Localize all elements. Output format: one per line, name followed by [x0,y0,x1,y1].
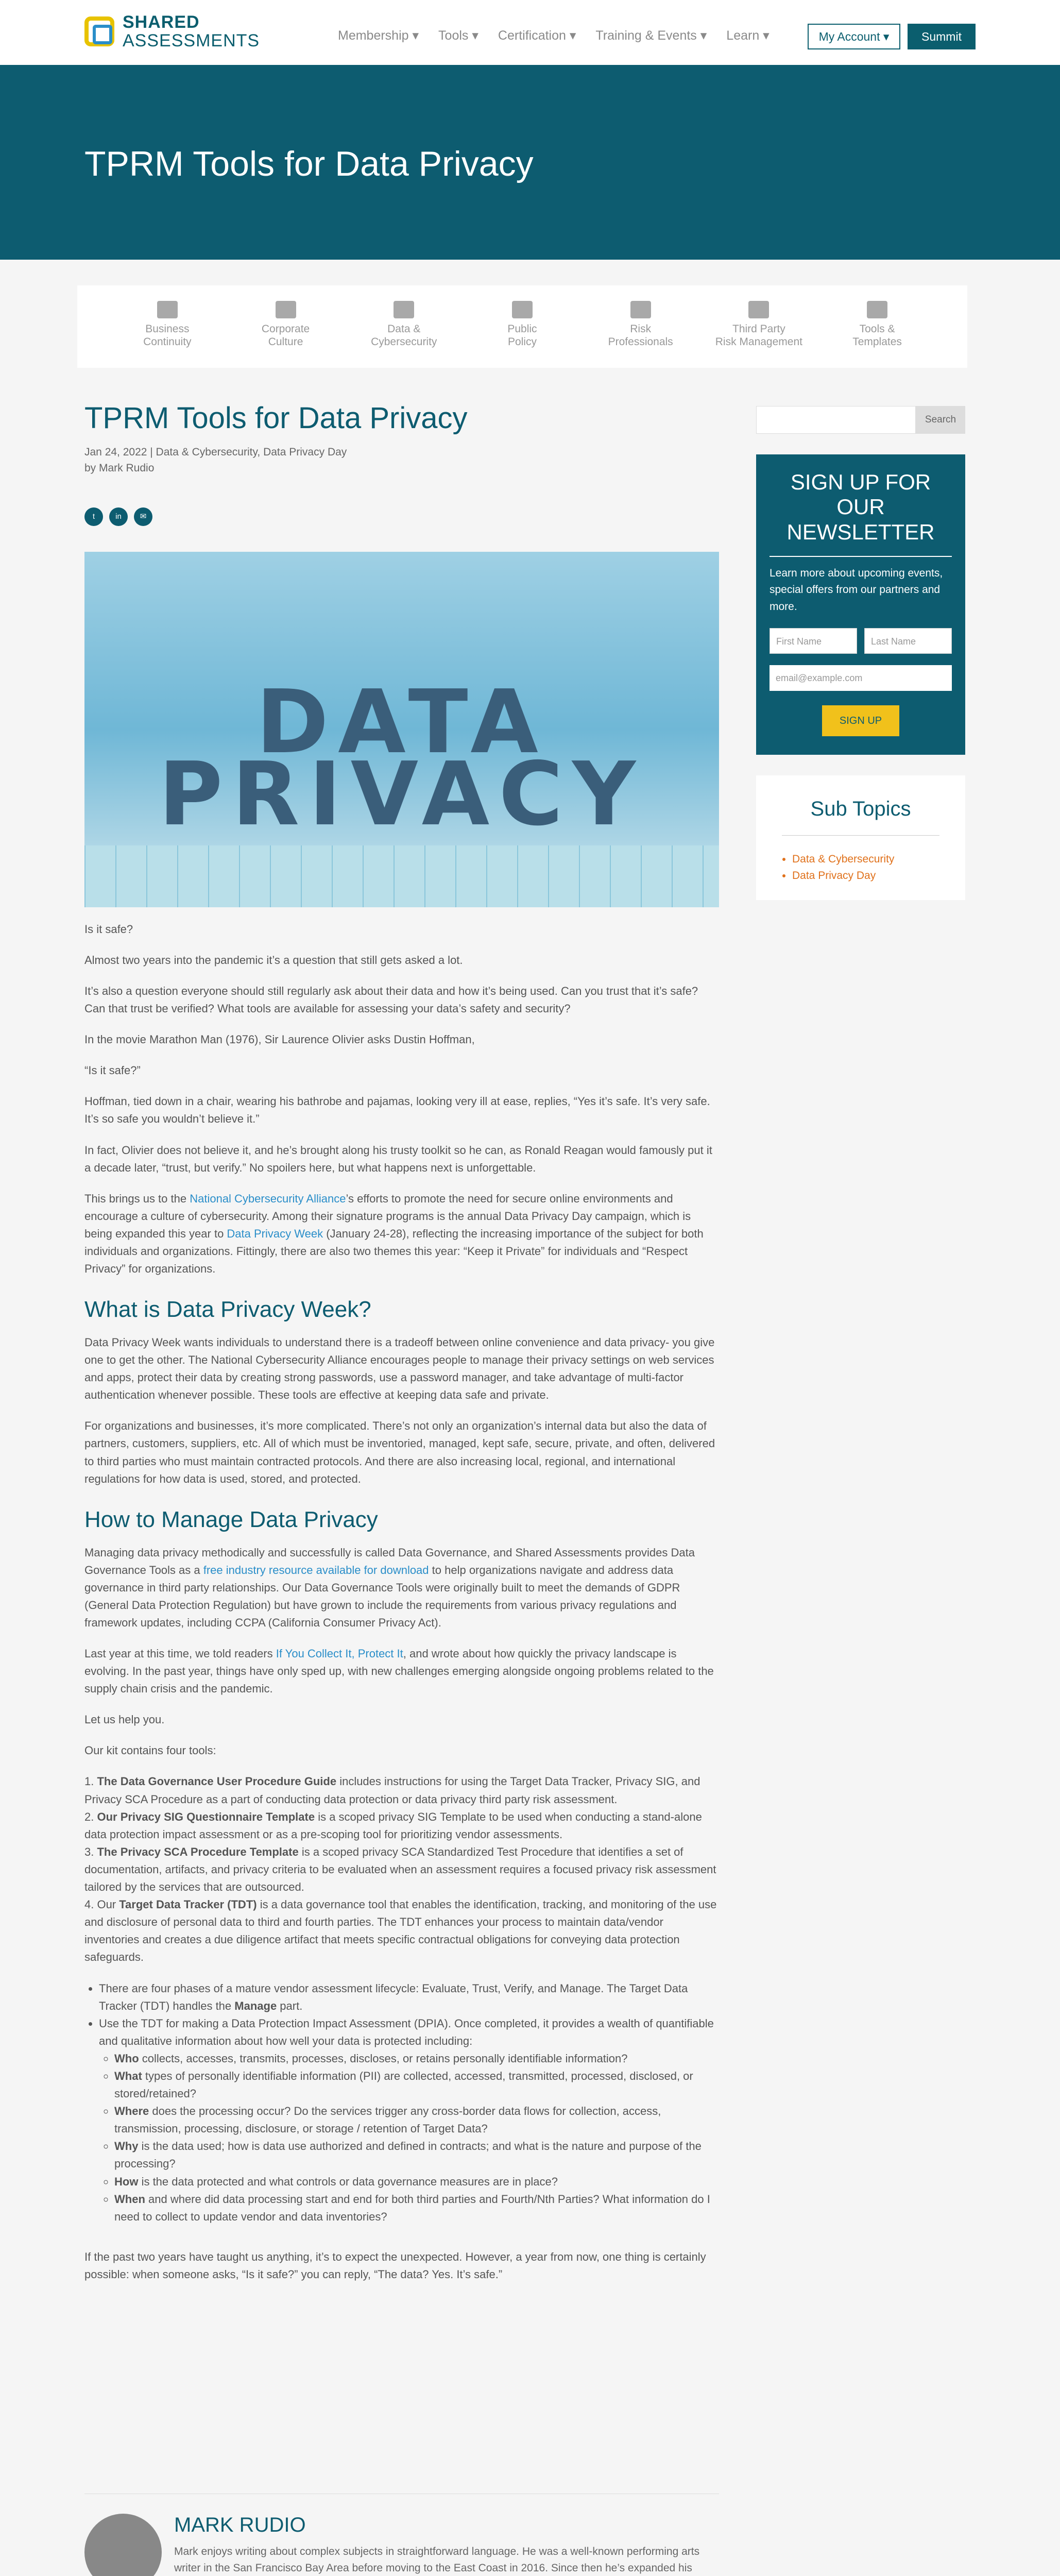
last-name-field[interactable]: Last Name [864,628,952,654]
paragraph: Data Privacy Week wants individuals to understand there is a tradeoff between online convenience and data privacy- you give one to get the other. The National Cybersecurity Alliance encourages people to manage their privacy settings on web services and apps, protect their data by creating strong passwords, use a password manager, and take advantage of multi-factor authentication whenever possible. These tools are effective at keeping data safe and private. [84,1336,715,1402]
paragraph: Hoffman, tied down in a chair, wearing his bathrobe and pajamas, looking very ill at ease, replies, “Yes it’s safe. It’s very safe. It’s so safe you wouldn’t believe it.” [84,1095,710,1126]
sub-topics [756,775,965,900]
paragraph: Our kit contains four tools: [84,1744,216,1757]
category-corporate-culture[interactable]: Corporate Culture [240,301,332,368]
first-name-field[interactable]: First Name [770,628,857,654]
lock-icon [394,301,414,318]
twitter-icon[interactable]: t [84,507,103,526]
ncsa-link[interactable]: National Cybersecurity Alliance [190,1192,346,1205]
paragraph: Almost two years into the pandemic it’s a question that still gets asked a lot. [84,953,463,967]
section-heading: What is Data Privacy Week? [84,1297,371,1323]
search-input[interactable] [756,406,916,434]
sub-topic-link[interactable]: • Data & Cybersecurity [792,851,939,868]
list-item: ◦ Where does the processing occur? Do the services trigger any cross-border data flows for collection, access, transmission, processing, disclosure, or storage / retention of Target Data? [114,2103,719,2138]
search-button[interactable]: Search [916,406,965,434]
summit-button[interactable]: Summit [908,24,976,49]
author-box [84,2494,719,2576]
featured-image [84,552,719,907]
nav-tools[interactable]: Tools ▾ [438,28,478,43]
nav-membership[interactable]: Membership ▾ [338,28,419,43]
bullet-list [99,1980,719,2226]
paragraph: This brings us to the National Cybersecurity Alliance’s efforts to promote the need for secure online environments and encourage a culture of cybersecurity. Among their signature programs is the annual Data Privacy Day campaign, which is being expanded this year to Data Privacy Week (January 24-28), reflecting the increasing importance of the subject for both individuals and organizations. Fittingly, there are also two themes this year: “Keep it Private” for individuals and “Respect Privacy” for organizations. [84,1192,704,1276]
list-item: ◦ How is the data protected and what controls or data governance measures are in place? [114,2173,719,2191]
category-tools-templates[interactable]: Tools & Templates [831,301,924,368]
sidebar-search [756,406,965,434]
gear-icon [867,301,887,318]
newsletter-text: Learn more about upcoming events, special offers from our partners and more. [770,567,943,613]
category-business-continuity[interactable]: Business Continuity [121,301,214,368]
email-field[interactable]: email@example.com [770,665,952,691]
linkedin-icon[interactable]: in [109,507,128,526]
article-body [84,921,719,2283]
hero-title: TPRM Tools for Data Privacy [84,144,534,183]
logo-line2: ASSESSMENTS [123,31,260,50]
category-bar [77,285,967,368]
list-item: ◦ Who collects, accesses, transmits, processes, discloses, or retains personally identifiable information? [114,2050,719,2067]
nav-learn[interactable]: Learn ▾ [726,28,770,43]
newsletter-box [756,454,965,755]
category-risk-professionals[interactable]: Risk Professionals [594,301,687,368]
sub-topic-link[interactable]: • Data Privacy Day [792,868,939,885]
section-heading: How to Manage Data Privacy [84,1506,378,1532]
signup-button[interactable]: SIGN UP [822,705,899,736]
list-item: ◦ When and where did data processing start and end for both third parties and Fourth/Nth Parties? What information do I need to collect to update vendor and data inventories? [114,2191,719,2226]
newsletter-title: SIGN UP FOR OUR NEWSLETTER [787,470,935,544]
post-title: TPRM Tools for Data Privacy [84,401,468,435]
nav-certification[interactable]: Certification ▾ [498,28,576,43]
tools-list: 1. The Data Governance User Procedure Guide includes instructions for using the Target Data Tracker, Privacy SIG, and Privacy SCA Procedure as a part of conducting data protection or data privacy third party risk assessment. 2. Our Privacy SIG Questionnaire Template is a scoped privacy SIG Template to be used when conducting a stand-alone data protection impact assessment or as a pre-scoping tool for prioritizing vendor assessments. 3. The Privacy SCA Procedure Template is a scoped privacy SCA Standardized Test Procedure that identifies a set of documentation, artifacts, and privacy criteria to be evaluated when an assessment requires a focused privacy risk assessment tailored by the services that are outsourced. 4. Our Target Data Tracker (TDT) is a data governance tool that enables the identification, tracking, and monitoring of the use and disclosure of personal data to third and fourth parties. The TDT enhances your process to maintain data/vendor inventories and creates a due diligence artifact that meets specific contractual obligations for conveying data protection safeguards. [84,1775,717,1964]
site-header [0,0,1060,65]
paragraph: For organizations and businesses, it’s more complicated. There’s not only an organization’s internal data but also the data of partners, customers, suppliers, etc. All of which must be inventoried, managed, kept safe, secure, private, and often, delivered to third parties who must maintain contracted protocols. And there are also increasing local, regional, and international regulations for how data is used, stored, and protected. [84,1419,715,1485]
my-account-button[interactable]: My Account ▾ [808,24,900,49]
sub-topics-title: Sub Topics [810,797,911,820]
sidebar [756,406,965,900]
paragraph: “Is it safe?” [84,1064,141,1077]
post-byline[interactable]: by Mark Rudio [84,462,155,474]
paragraph: It’s also a question everyone should still regularly ask about their data and how it’s being used. Can you trust that it’s safe? Can that trust be verified? What tools are available for assessing your data’s safety and security? [84,984,698,1015]
hero-banner [0,65,1060,260]
building-icon [276,301,296,318]
category-data-cybersecurity[interactable]: Data & Cybersecurity [357,301,450,368]
logo-line1: SHARED [123,12,200,32]
briefcase-icon [157,301,178,318]
main-content [84,402,719,2283]
image-word-privacy: PRIVACY [158,743,645,845]
list-item: • Use the TDT for making a Data Protection Impact Assessment (DPIA). Once completed, it provides a wealth of quantifiable and qualitative information about how well your data is protected including: ◦ Who collects, accesses, transmits, processes, discloses, or retains personally identifiable information? ◦ What types of personally identifiable information (PII) are collected, accessed, transmitted, processed, disclosed, or stored/retained? ◦ Where does the processing occur? Do the services trigger any cross-border data flows for collection, access, transmission, processing, disclosure, or storage / retention of Target Data? ◦ Why is the data used; how is data use authorized and defined in contracts; and what is the nature and purpose of the processing? ◦ How is the data protected and what controls or data governance measures are in place? ◦ When and where did data processing start and end for both third parties and Fourth/Nth Parties? What information do I need to collect to update vendor and data inventories? [99,2015,719,2226]
gavel-icon [748,301,769,318]
post-meta: Jan 24, 2022 | Data & Cybersecurity, Data Privacy Day by Mark Rudio [84,446,347,474]
download-link[interactable]: free industry resource available for download [203,1563,429,1577]
category-third-party-risk[interactable]: Third Party Risk Management [712,301,805,368]
paragraph: If the past two years have taught us anything, it’s to expect the unexpected. However, a year from now, one thing is certainly possible: when someone asks, “Is it safe?” you can reply, “The data? Yes. It’s safe.” [84,2250,706,2281]
paragraph: Managing data privacy methodically and successfully is called Data Governance, and Shared Assessments provides Data Governance Tools as a free industry resource available for download to help organizations navigate and address data governance in third party relationships. Our Data Governance Tools were originally built to meet the demands of GDPR (General Data Protection Regulation) but have grown to include the requirements from various privacy regulations and framework updates, including CCPA (California Consumer Privacy Act). [84,1546,695,1629]
list-item: ◦ What types of personally identifiable information (PII) are collected, accessed, transmitted, processed, disclosed, or stored/retained? [114,2067,719,2103]
paragraph: Last year at this time, we told readers If You Collect It, Protect It, and wrote about how quickly the privacy landscape is evolving. In the past year, things have only sped up, with new challenges emerging alongside ongoing problems related to the supply chain crisis and the pandemic. [84,1647,714,1696]
list-item: ◦ Why is the data used; how is data use authorized and defined in contracts; and what is the nature and purpose of the processing? [114,2138,719,2173]
share-buttons [84,507,719,526]
avatar [84,2514,162,2576]
paragraph: Let us help you. [84,1713,165,1726]
author-bio: Mark enjoys writing about complex subjects in straightforward language. He was a well-known performing arts writer in the San Francisco Bay Area before moving to the East Coast in 2016. Since then he’s expanded his [174,2546,700,2574]
people-icon [512,301,533,318]
image-word-data: DATA [256,671,548,773]
site-logo[interactable] [84,13,260,49]
paragraph: Is it safe? [84,922,133,936]
author-name[interactable]: MARK RUDIO [174,2514,306,2536]
email-icon[interactable]: ✉ [134,507,152,526]
list-item: • There are four phases of a mature vendor assessment lifecycle: Evaluate, Trust, Verify, and Manage. The Target Data Tracker (TDT) handles the Manage part. [99,1980,719,2015]
paragraph: In fact, Olivier does not believe it, and he’s brought along his trusty toolkit so he can, as Ronald Reagan would famously put it a decade later, “trust, but verify.” No spoilers here, but what happens next is unforgettable. [84,1143,712,1174]
graduation-cap-icon [630,301,651,318]
category-public-policy[interactable]: Public Policy [476,301,569,368]
collect-protect-link[interactable]: If You Collect It, Protect It [276,1647,403,1660]
nav-training-events[interactable]: Training & Events ▾ [595,28,707,43]
data-privacy-week-link[interactable]: Data Privacy Week [227,1227,323,1240]
logo-mark-icon [84,16,114,46]
main-nav [338,26,770,46]
paragraph: In the movie Marathon Man (1976), Sir Laurence Olivier asks Dustin Hoffman, [84,1033,475,1046]
